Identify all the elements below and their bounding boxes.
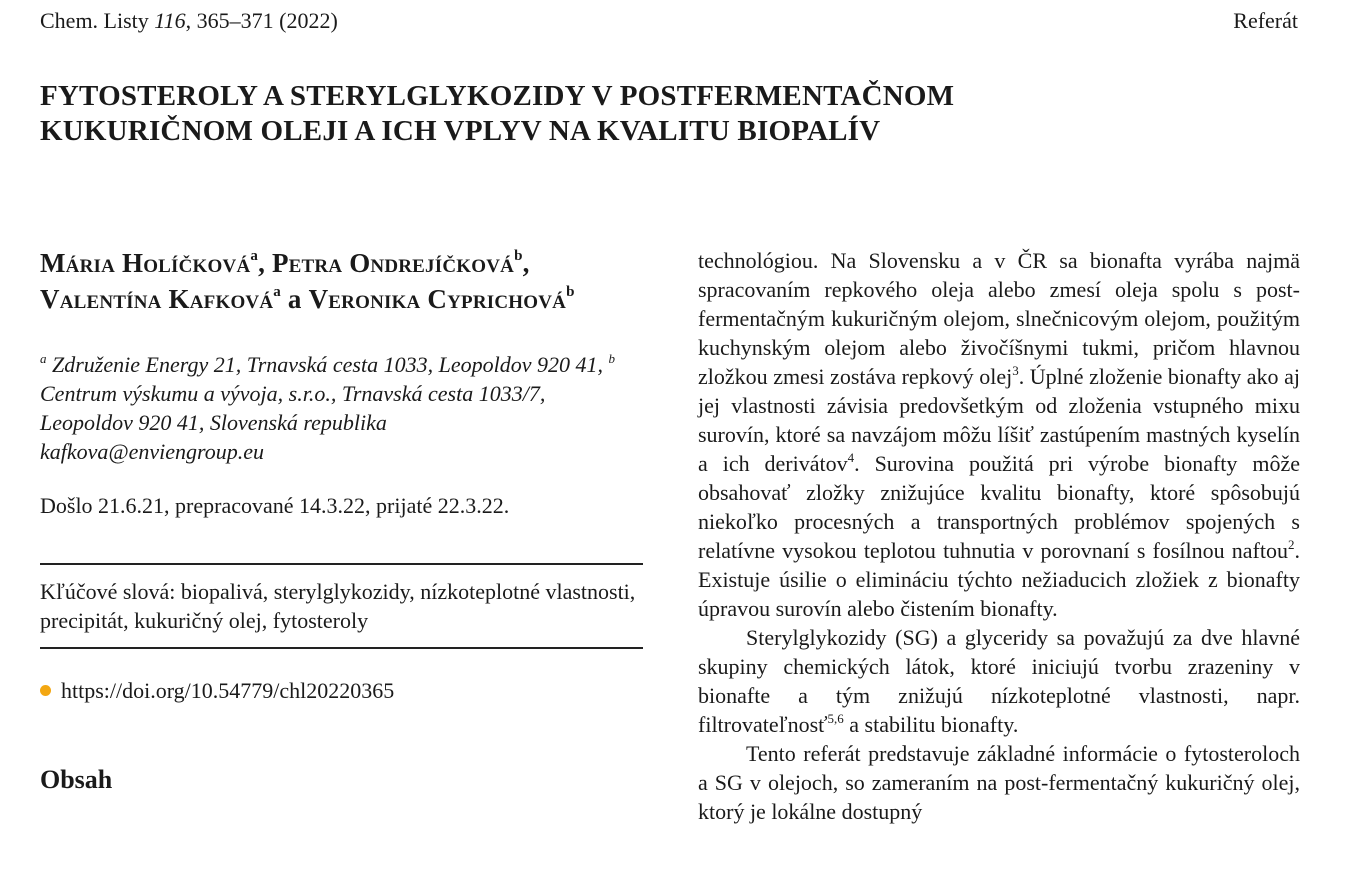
body-text: a stabilitu bionafty. [843, 712, 1019, 737]
body-text: . Surovina použitá pri výrobe bionafty môže obsahovať zložky znižujúce kvalitu bionafty, ktoré spôsobujú niekoľko procesných a transportných problémov spojených s relatívne vysokou teplotou tuhnutia v porovnaní s fosílnou naftou [698, 451, 1300, 563]
reference-mark: 2 [1288, 537, 1295, 552]
author-separator: , [258, 248, 272, 278]
body-paragraph-3 [698, 739, 1300, 826]
journal-volume: 116 [154, 8, 186, 33]
affiliations [40, 350, 643, 466]
doi-line [40, 676, 643, 705]
body-text: Sterylglykozidy (SG) a glyceridy sa považujú za dve hlavné skupiny chemických látok, ktoré iniciujú tvorbu zrazeniny v bionafte a tým znižujú nízkoteplotné vlastnosti, napr. filtrovateľnosť [698, 625, 1300, 737]
keywords-box [40, 563, 643, 649]
left-column [40, 245, 643, 795]
received-dates: Došlo 21.6.21, prepracované 14.3.22, prijaté 22.3.22. [40, 493, 510, 518]
body-text: . Úplné zloženie bionafty ako aj jej vlastnosti závisia predovšetkým od zloženia vstupného mixu surovín, ktoré sa navzájom môžu líšiť zastúpením mastných kyselín a ich derivátov [698, 364, 1300, 476]
running-head [40, 8, 1298, 34]
contents-heading: Obsah [40, 765, 113, 794]
journal-name: Chem. Listy [40, 8, 155, 33]
author-name: Petra Ondrejíčková [271, 248, 515, 278]
keywords: Kľúčové slová: biopalivá, sterylglykozidy, nízkoteplotné vlastnosti, precipitát, kukuričný olej, fytosteroly [40, 579, 636, 633]
bullet-icon [40, 685, 51, 696]
article-title [40, 79, 1240, 149]
author-affiliation-mark: b [514, 248, 523, 264]
affiliation-mark-b: b [608, 351, 615, 366]
title-line-2: KUKURIČNOM OLEJI A ICH VPLYV NA KVALITU BIOPALÍV [40, 115, 881, 147]
author-list [40, 245, 643, 317]
reference-mark: 4 [847, 450, 855, 465]
affiliation-mark-a: a [40, 351, 47, 366]
doi-link[interactable]: https://doi.org/10.54779/chl20220365 [61, 678, 395, 703]
author-affiliation-mark: b [566, 284, 575, 300]
body-text: Tento referát predstavuje základné informácie o fytosteroloch a SG v olejoch, so zameraním na post-fermentačný kukuričný olej, ktorý je lokálne dostupný [698, 741, 1300, 824]
body-paragraph-2 [698, 623, 1300, 739]
author-separator: , [522, 248, 530, 278]
author-name: Valentína Kafková [40, 284, 274, 314]
author-affiliation-mark: a [273, 284, 281, 300]
author-name: Veronika Cyprichová [308, 284, 567, 314]
author-separator: a [280, 284, 309, 314]
title-line-1: FYTOSTEROLY A STERYLGLYKOZIDY V POSTFERMENTAČNOM [40, 80, 955, 112]
author-name: Mária Holíčková [40, 248, 251, 278]
body-paragraph-1 [698, 246, 1300, 623]
body-text: . Existuje úsilie o elimináciu týchto nežiaducich zložiek z bionafty úpravou surovín alebo čistením bionafty. [698, 538, 1300, 621]
reference-mark: 5,6 [827, 711, 844, 726]
journal-pages-year: , 365–371 (2022) [185, 8, 338, 33]
body-text: technológiou. Na Slovensku a v ČR sa bionafta vyrába najmä spracovaním repkového oleja alebo zmesí oleja spolu s post-fermentačným kukuričným olejom, slnečnicovým olejom, použitým kuchynským olejom alebo živočíšnymi tukmi, pričom hlavnou zložkou zmesi zostáva repkový olej [698, 248, 1300, 389]
right-column [698, 246, 1300, 826]
affiliation-b: Centrum výskumu a vývoja, s.r.o., Trnavská cesta 1033/7, Leopoldov 920 41, Slovenská republika [40, 381, 546, 435]
author-affiliation-mark: a [250, 248, 259, 264]
journal-citation [40, 8, 338, 34]
section-label: Referát [1233, 8, 1298, 33]
reference-mark: 3 [1012, 363, 1019, 378]
contact-email: kafkova@enviengroup.eu [40, 439, 265, 464]
affiliation-a: Združenie Energy 21, Trnavská cesta 1033, Leopoldov 920 41, [46, 352, 609, 377]
